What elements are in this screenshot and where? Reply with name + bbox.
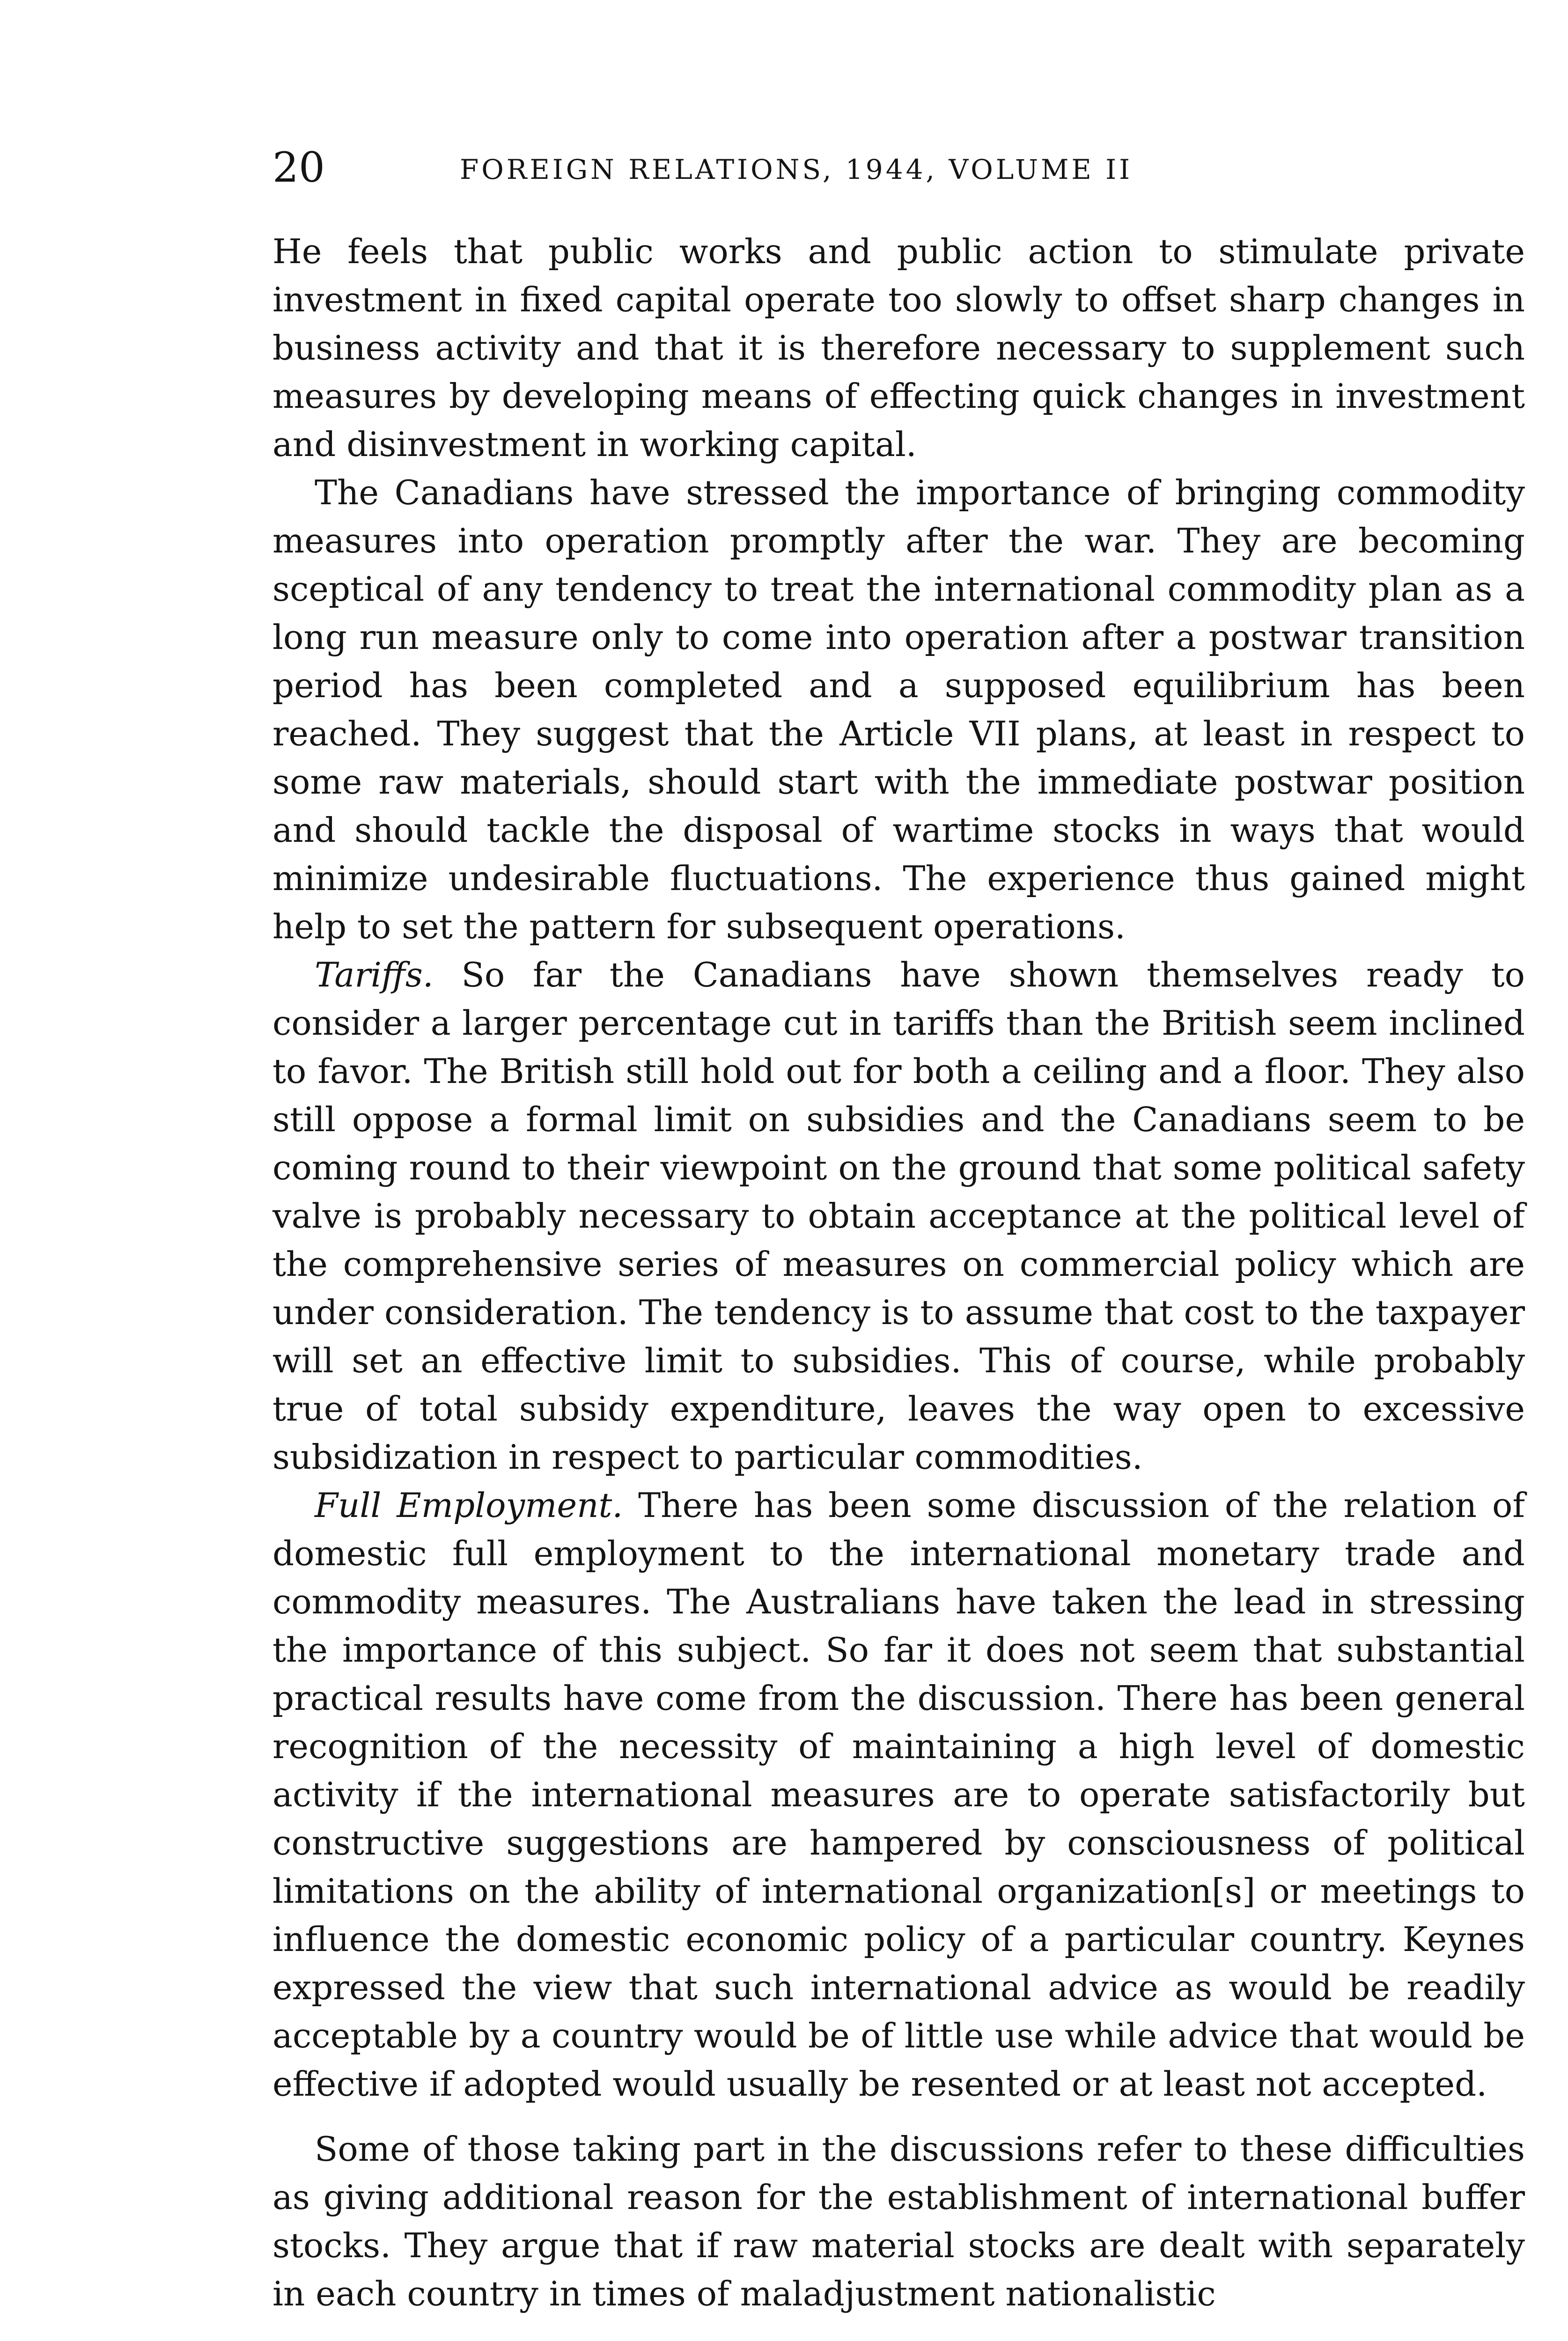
paragraph-3-tariffs	[272, 951, 1525, 1481]
paragraph-1	[272, 228, 1525, 469]
paragraph-2	[272, 469, 1525, 951]
page-header	[272, 140, 1523, 197]
body-text	[272, 228, 1525, 2318]
paragraph-3-text: So far the Canadians have shown themselves ready to consider a larger percentage cut in tariffs than the British seem inclined to favor. The British still hold out for both a ceiling and a floor. They also still oppose a formal limit on subsidies and the Canadians seem to be coming round to their viewpoint on the ground that some political safety valve is probably necessary to obtain acceptance at the political level of the comprehensive series of measures on commercial policy which are under consideration. The tendency is to assume that cost to the taxpayer will set an effective limit to subsidies. This of course, while probably true of total subsidy expenditure, leaves the way open to excessive subsidization in respect to particular commodities.	[272, 955, 1525, 1477]
paragraph-4-full-employment	[272, 1481, 1525, 2108]
running-title: FOREIGN RELATIONS, 1944, VOLUME II	[460, 154, 1133, 185]
paragraph-1-text: He feels that public works and public action to stimulate private investment in fixed capital operate too slowly to offset sharp changes in business activity and that it is therefore necessary to supplement such measures by developing means of effecting quick changes in investment and disinvestment in working capital.	[272, 232, 1525, 464]
paragraph-5-text: Some of those taking part in the discussions refer to these difficulties as giving additional reason for the establishment of international buffer stocks. They argue that if raw material stocks are dealt with separately in each country in times of maladjustment nationalistic	[272, 2129, 1525, 2313]
paragraph-4-text: There has been some discussion of the relation of domestic full employment to the international monetary trade and commodity measures. The Australians have taken the lead in stressing the importance of this subject. So far it does not seem that substantial practical results have come from the discussion. There has been general recognition of the necessity of maintaining a high level of domestic activity if the international measures are to operate satisfactorily but constructive suggestions are hampered by consciousness of political limitations on the ability of international organization[s] or meetings to influence the domestic economic policy of a particular country. Keynes expressed the view that such international advice as would be readily acceptable by a country would be of little use while advice that would be effective if adopted would usually be resented or at least not accepted.	[272, 1486, 1525, 2104]
page-number: 20	[272, 143, 325, 191]
paragraph-2-text: The Canadians have stressed the importance of bringing commodity measures into operation promptly after the war. They are becoming sceptical of any tendency to treat the international commodity plan as a long run measure only to come into operation after a postwar transition period has been completed and a supposed equilibrium has been reached. They suggest that the Article VII plans, at least in respect to some raw materials, should start with the immediate postwar position and should tackle the disposal of wartime stocks in ways that would minimize undesirable fluctuations. The experience thus gained might help to set the pattern for subsequent operations.	[272, 473, 1525, 946]
section-heading-full-employment: Full Employment.	[315, 1486, 623, 1525]
section-heading-tariffs: Tariffs.	[315, 955, 434, 994]
paragraph-5	[272, 2125, 1525, 2318]
